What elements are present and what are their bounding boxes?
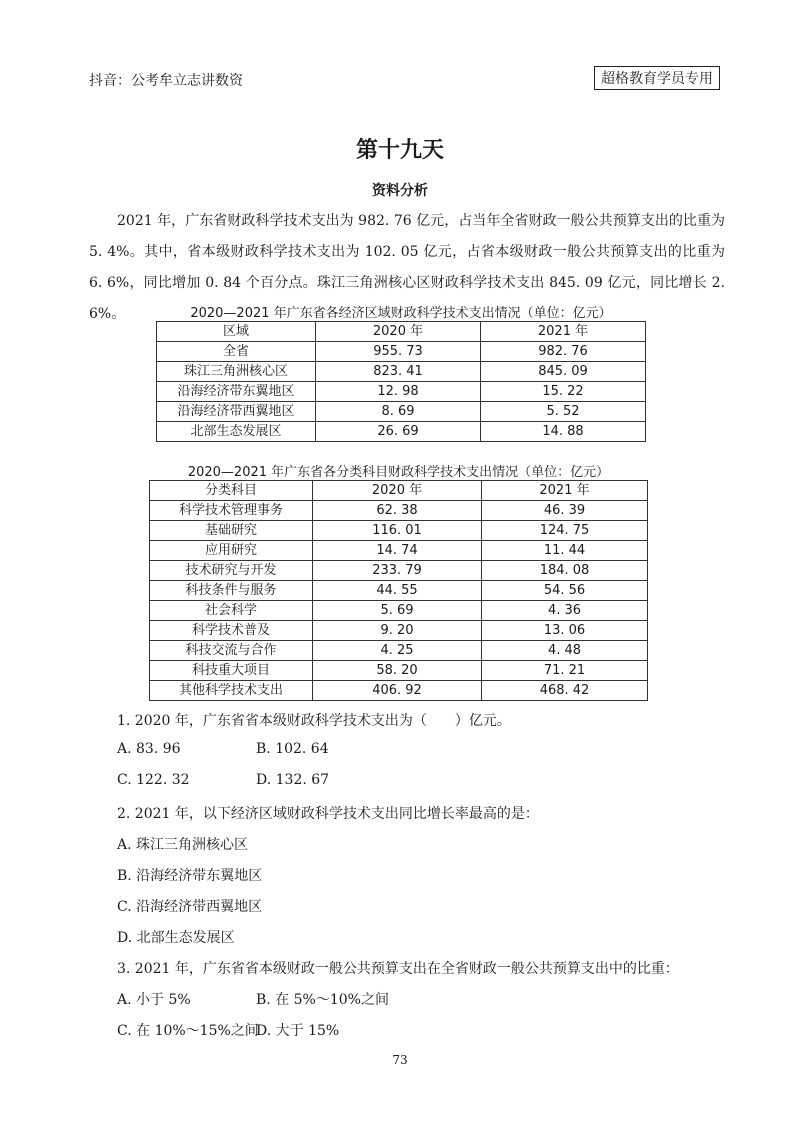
table-cell: 珠江三角洲核心区 xyxy=(157,362,316,382)
region-expenditure-table xyxy=(156,321,646,442)
table-cell: 46. 39 xyxy=(482,501,648,521)
table-cell: 科技条件与服务 xyxy=(150,581,313,601)
table-cell: 科技交流与合作 xyxy=(150,641,313,661)
question-2-option-c[interactable]: C. 沿海经济带西翼地区 xyxy=(117,899,263,915)
table-cell: 14. 74 xyxy=(313,541,482,561)
page-number: 73 xyxy=(392,1053,408,1067)
table-cell: 71. 21 xyxy=(482,661,648,681)
table-header-cell: 2021 年 xyxy=(482,481,648,501)
table-cell: 基础研究 xyxy=(150,521,313,541)
table-row xyxy=(150,661,648,681)
table-cell: 982. 76 xyxy=(481,342,646,362)
table-cell: 26. 69 xyxy=(316,422,481,442)
table-cell: 4. 36 xyxy=(482,601,648,621)
table-cell: 4. 48 xyxy=(482,641,648,661)
table-row xyxy=(150,601,648,621)
table-cell: 124. 75 xyxy=(482,521,648,541)
table-cell: 12. 98 xyxy=(316,382,481,402)
question-2-option-d[interactable]: D. 北部生态发展区 xyxy=(117,930,235,946)
table-row xyxy=(157,362,646,382)
table-cell: 468. 42 xyxy=(482,681,648,701)
table1-caption: 2020—2021 年广东省各经济区域财政科学技术支出情况（单位：亿元） xyxy=(190,306,612,321)
question-1-option-a[interactable]: A. 83. 96 xyxy=(117,741,181,757)
table-row xyxy=(150,501,648,521)
table-cell: 应用研究 xyxy=(150,541,313,561)
table-row xyxy=(150,641,648,661)
table-cell: 955. 73 xyxy=(316,342,481,362)
table-cell: 184. 08 xyxy=(482,561,648,581)
table-cell: 沿海经济带东翼地区 xyxy=(157,382,316,402)
table-row xyxy=(150,581,648,601)
question-1-option-d[interactable]: D. 132. 67 xyxy=(256,772,330,788)
table-cell: 62. 38 xyxy=(313,501,482,521)
table-cell: 其他科学技术支出 xyxy=(150,681,313,701)
table-cell: 233. 79 xyxy=(313,561,482,581)
table-header-cell: 2021 年 xyxy=(481,322,646,342)
table-cell: 406. 92 xyxy=(313,681,482,701)
table-cell: 14. 88 xyxy=(481,422,646,442)
question-1-option-c[interactable]: C. 122. 32 xyxy=(117,772,190,788)
table-cell: 845. 09 xyxy=(481,362,646,382)
table-cell: 15. 22 xyxy=(481,382,646,402)
category-expenditure-table xyxy=(149,480,648,701)
table-row xyxy=(150,621,648,641)
table-cell: 社会科学 xyxy=(150,601,313,621)
table-cell: 13. 06 xyxy=(482,621,648,641)
question-2-option-a[interactable]: A. 珠江三角洲核心区 xyxy=(117,837,249,853)
table-cell: 科学技术普及 xyxy=(150,621,313,641)
page-title: 第十九天 xyxy=(355,137,444,163)
header-left-text: 抖音：公考牟立志讲数资 xyxy=(89,73,243,89)
table-header-row xyxy=(150,481,648,501)
question-3-option-c[interactable]: C. 在 10%～15%之间 xyxy=(117,1023,259,1039)
table-row xyxy=(150,541,648,561)
section-subtitle: 资料分析 xyxy=(372,183,428,199)
question-3-text: 3. 2021 年，广东省省本级财政一般公共预算支出在全省财政一般公共预算支出中的比重： xyxy=(117,961,679,977)
question-3-option-b[interactable]: B. 在 5%～10%之间 xyxy=(256,992,389,1008)
table-header-cell: 分类科目 xyxy=(150,481,313,501)
table-header-cell: 2020 年 xyxy=(316,322,481,342)
table-cell: 9. 20 xyxy=(313,621,482,641)
question-3-option-a[interactable]: A. 小于 5% xyxy=(117,992,191,1008)
table-row xyxy=(157,402,646,422)
table-cell: 北部生态发展区 xyxy=(157,422,316,442)
question-3-option-d[interactable]: D. 大于 15% xyxy=(256,1023,340,1039)
table-cell: 54. 56 xyxy=(482,581,648,601)
table-header-cell: 2020 年 xyxy=(313,481,482,501)
table-cell: 科学技术管理事务 xyxy=(150,501,313,521)
table-cell: 8. 69 xyxy=(316,402,481,422)
table-cell: 沿海经济带西翼地区 xyxy=(157,402,316,422)
table-cell: 116. 01 xyxy=(313,521,482,541)
intro-paragraph: 2021 年，广东省财政科学技术支出为 982. 76 亿元，占当年全省财政一般公共预算支出的比重为 5. 4%。其中，省本级财政科学技术支出为 102. 05 亿元，占省本级财政一般公共预算支出的比重为 6. 6%，同比增加 0. 84 个百分点。珠江三角洲核心区财政科学技术支出 845. 09 亿元，同比增长 2. 6%。 xyxy=(89,213,725,322)
question-2-option-b[interactable]: B. 沿海经济带东翼地区 xyxy=(117,868,263,884)
table-cell: 5. 52 xyxy=(481,402,646,422)
table-cell: 技术研究与开发 xyxy=(150,561,313,581)
table-cell: 全省 xyxy=(157,342,316,362)
table-row xyxy=(157,342,646,362)
table-cell: 科技重大项目 xyxy=(150,661,313,681)
question-1-text: 1. 2020 年，广东省省本级财政科学技术支出为（ ）亿元。 xyxy=(117,713,511,729)
table-cell: 44. 55 xyxy=(313,581,482,601)
table-cell: 5. 69 xyxy=(313,601,482,621)
table-row xyxy=(150,521,648,541)
question-1-option-b[interactable]: B. 102. 64 xyxy=(256,741,329,757)
table-row xyxy=(150,561,648,581)
table-header-cell: 区域 xyxy=(157,322,316,342)
table-row xyxy=(150,681,648,701)
table-cell: 4. 25 xyxy=(313,641,482,661)
table-cell: 11. 44 xyxy=(482,541,648,561)
header-right-badge: 超格教育学员专用 xyxy=(594,66,720,90)
question-2-text: 2. 2021 年，以下经济区域财政科学技术支出同比增长率最高的是： xyxy=(117,806,539,822)
table2-caption: 2020—2021 年广东省各分类科目财政科学技术支出情况（单位：亿元） xyxy=(187,465,610,480)
table-row xyxy=(157,382,646,402)
table-row xyxy=(157,422,646,442)
table-header-row xyxy=(157,322,646,342)
table-cell: 823. 41 xyxy=(316,362,481,382)
table-cell: 58. 20 xyxy=(313,661,482,681)
